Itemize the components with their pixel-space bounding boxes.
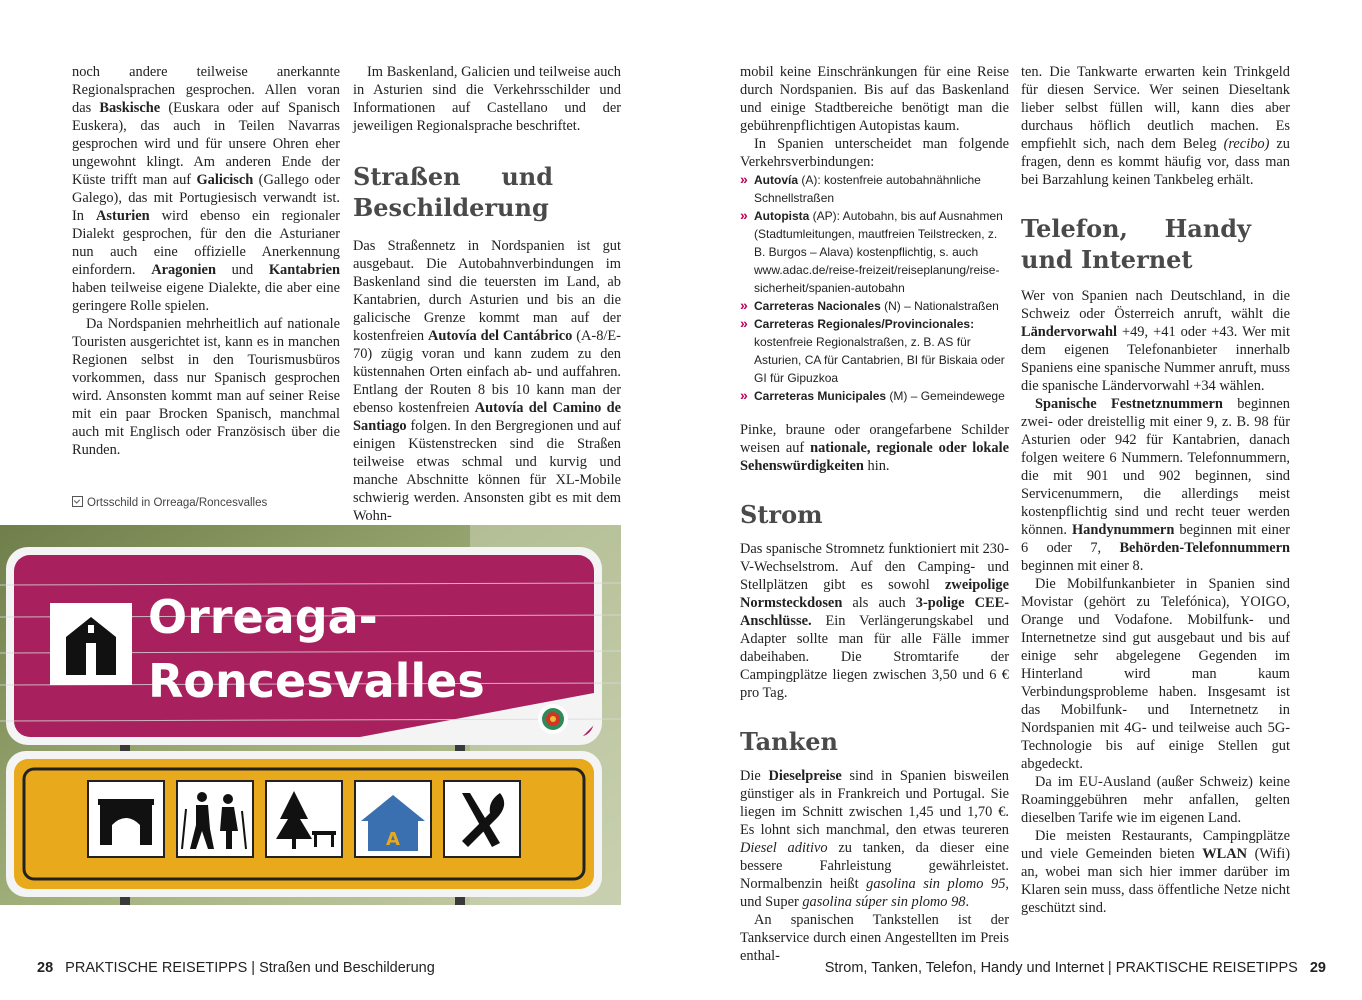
list-item: » Carreteras Nacionales (N) – Nationalstraßen — [740, 297, 1009, 315]
paragraph-languages: noch andere teilweise anerkannte Regionalsprachen gesprochen. Allen voran das Baskische (Euskara oder auf Spanisch Euskera), das auch in Teilen Navarras gesprochen wird und für unsere Ohren eher ungewohnt klingt. Am anderen Ende der Küste trifft man auf Galicisch (Gallego oder Galego), das mit Portugiesisch verwandt ist. In Asturien wird ebenso ein regionaler Dialekt gesprochen, für den die Asturianer nun auch eine offizielle Anerkennung einfordern. Aragonien und Kantabrien haben teilweise eigene Dialekte, die aber eine geringere Rolle spielen. — [72, 64, 340, 314]
list-item: » Carreteras Regionales/Provincionales: kostenfreie Regionalstraßen, z. B. AS für Asturien, CA für Cantabrien, BI für Biskaia oder GI für Gipuzkoa — [740, 315, 1009, 387]
left-column-1 — [72, 63, 340, 459]
page-number-left: 28 — [37, 960, 54, 976]
paragraph-verkehr: In Spanien unterscheidet man folgende Verkehrsverbindungen: — [740, 136, 1009, 170]
heading-tanken: Tanken — [740, 727, 838, 756]
paragraph-roaming: Da im EU-Ausland (außer Schweiz) keine Roaminggebühren mehr anfallen, gelten dieselben Tarife wie im eigenen Land. — [1021, 774, 1290, 826]
right-column-1 — [740, 63, 1009, 965]
paragraph-nummern: Spanische Festnetznummern beginnen zwei- oder dreistellig mit einer 9, z. B. 98 für Asturien oder 942 für Kantabrien, danach folgen weitere 6 Nummern. Telefonnummern, die mit 901 und 902 beginnen, sind Servicenummern, die allerdings meist kostenpflichtig sind und recht teuer werden können. Handynummern beginnen mit einer 6 oder 7, Behörden-Telefonnummern beginnen mit einer 8. — [1021, 396, 1291, 574]
caption-arrow-icon — [72, 496, 83, 507]
footer-left — [37, 960, 435, 976]
road-types-list — [740, 171, 1009, 405]
paragraph-mobilfunk: Die Mobilfunkanbieter in Spanien sind Movistar (gehört zu Telefónica), YOIGO, Orange und Vodafone. Mobilfunk- und Internetnetze sind gut ausgebaut und bis auf einige sehr abgelegene Gegenden im Hinterland wird man kaum Verbindungsprobleme haben. Insgesamt ist das Mobilfunk- und Internetnetz in Nordspanien mit 4G- und teilweise auch 5G-Technologie bis auf einige Stellen gut abgedeckt. — [1021, 576, 1290, 772]
paragraph-wlan: Die meisten Restaurants, Campingplätze und viele Gemeinden bieten WLAN (Wifi) an, wobei man sich hier immer darüber im Klaren sein muss, dass öffentliche Netze nicht geschützt sind. — [1021, 828, 1290, 916]
sign-text-line2: Roncesvalles — [148, 654, 485, 708]
sign-text-line1: Orreaga- — [148, 590, 378, 644]
footer-right — [825, 960, 1326, 976]
photo-caption: Ortsschild in Orreaga/Roncesvalles — [72, 496, 267, 509]
svg-text:A: A — [386, 829, 400, 850]
paragraph-roads: Das Straßennetz in Nordspanien ist gut ausgebaut. Die Autobahnverbindungen im Baskenland sind die teuersten im Land, ab Kantabrien, durch Asturien und bis an die galicische Grenze kommt man auf der kostenfreien Autovía del Cantábrico (A-8/E-70) zügig voran und kann zudem zu den küstennahen Orten einfach ab- und auffahren. Entlang der Routen 8 bis 10 kann man der ebenso kostenfreien Autovía del Camino de Santiago folgen. In den Bergregionen und auf einigen Küstenstrecken sind die Straßen teilweise etwas schmal und kurvig und manche Abschnitte können für XL-Mobile schwierig werden. Ansonsten gibt es mit dem Wohn- — [353, 238, 621, 524]
paragraph-tankstellen: An spanischen Tankstellen ist der Tankservice durch einen Angestellten im Preis enthal- — [740, 912, 1009, 964]
page-number-right: 29 — [1309, 960, 1326, 976]
paragraph-schilder: Pinke, braune oder orangefarbene Schilder weisen auf nationale, regionale oder lokale Sehenswürdigkeiten hin. — [740, 422, 1009, 474]
paragraph-tankwarte: ten. Die Tankwarte erwarten kein Trinkgeld für diesen Service. Wer seinen Dieseltank lieber selbst füllen will, kann dies aber durchaus höflich deutlich machen. Es empfiehlt sich, nach dem Beleg (recibo) zu fragen, denn es kommt häufig vor, dass man bei Barzahlung keinen Tankbeleg erhält. — [1021, 64, 1290, 188]
heading-telefon: Telefon, Handy und Internet — [1021, 214, 1251, 274]
paragraph-tourism: Da Nordspanien mehrheitlich auf nationale Touristen ausgerichtet ist, kann es in manchen Regionen selbst in den Tourismusbüros vorkommen, dass nur Spanisch gesprochen wird. Ansonsten kommt man auf seiner Reise mit ein paar Brocken Spanisch, manchmal auch mit Englisch oder Französisch über die Runden. — [72, 316, 340, 458]
sign-illustration — [0, 525, 621, 905]
left-column-2 — [353, 63, 621, 525]
paragraph-strom: Das spanische Stromnetz funktioniert mit 230-V-Wechselstrom. Auf den Camping- und Stellplätzen gibt es sowohl zweipolige Normsteckdosen als auch 3-polige CEE-Anschlüsse. Ein Verlängerungskabel und Adapter sollte man für alle Fälle immer dabeihaben. Die Stromtarife der Campingplätze liegen zwischen 3,50 und 6 € pro Tag. — [740, 541, 1009, 701]
list-item: » Autovía (A): kostenfreie autobahnähnliche Schnellstraßen — [740, 171, 1009, 207]
photo-orreaga-sign — [0, 525, 621, 905]
footer-right-text: Strom, Tanken, Telefon, Handy und Internet | PRAKTISCHE REISETIPPS — [824, 960, 1298, 976]
heading-strassen: Straßen und Beschilderung — [353, 162, 553, 222]
list-item: » Carreteras Municipales (M) – Gemeindewege — [740, 387, 1009, 405]
footer-left-text: PRAKTISCHE REISETIPPS | Straßen und Beschilderung — [65, 960, 435, 976]
paragraph-vorwahl: Wer von Spanien nach Deutschland, in die Schweiz oder Österreich anruft, wählt die Ländervorwahl +49, +41 oder +43. Wer mit dem eigenen Telefonanbieter innerhalb Spaniens eine spanische Nummer anruft, muss die spanische Ländervorwahl +34 wählen. — [1021, 288, 1290, 394]
paragraph-diesel: Die Dieselpreise sind in Spanien bisweilen günstiger als in Frankreich und Portugal. Sie liegen im Schnitt zwischen 1,45 und 1,70 €. Es lohnt sich manchmal, den etwas teureren Diesel aditivo zu tanken, da dieser eine bessere Fahrleistung gewährleistet. Normalbenzin heißt gasolina sin plomo 95, und Super gasolina súper sin plomo 98. — [740, 768, 1009, 910]
paragraph-autopistas: mobil keine Einschränkungen für eine Reise durch Nordspanien. Bis auf das Baskenland und einige Stadtbereiche benötigt man die gebührenpflichtigen Autopistas kaum. — [740, 64, 1009, 134]
heading-strom: Strom — [740, 500, 823, 529]
paragraph-signs: Im Baskenland, Galicien und teilweise auch in Asturien sind die Verkehrsschilder und Informationen auf Castellano und der jeweiligen Regionalsprache beschriftet. — [353, 64, 621, 134]
right-column-2 — [1021, 63, 1290, 917]
list-item: » Autopista (AP): Autobahn, bis auf Ausnahmen (Stadtumleitungen, mautfreien Teilstrecken, z. B. Burgos – Alava) kostenpflichtig, s. auch www.adac.de/reise-freizeit/reiseplanung/reise-sicherheit/spanien-autobahn — [740, 207, 1009, 297]
